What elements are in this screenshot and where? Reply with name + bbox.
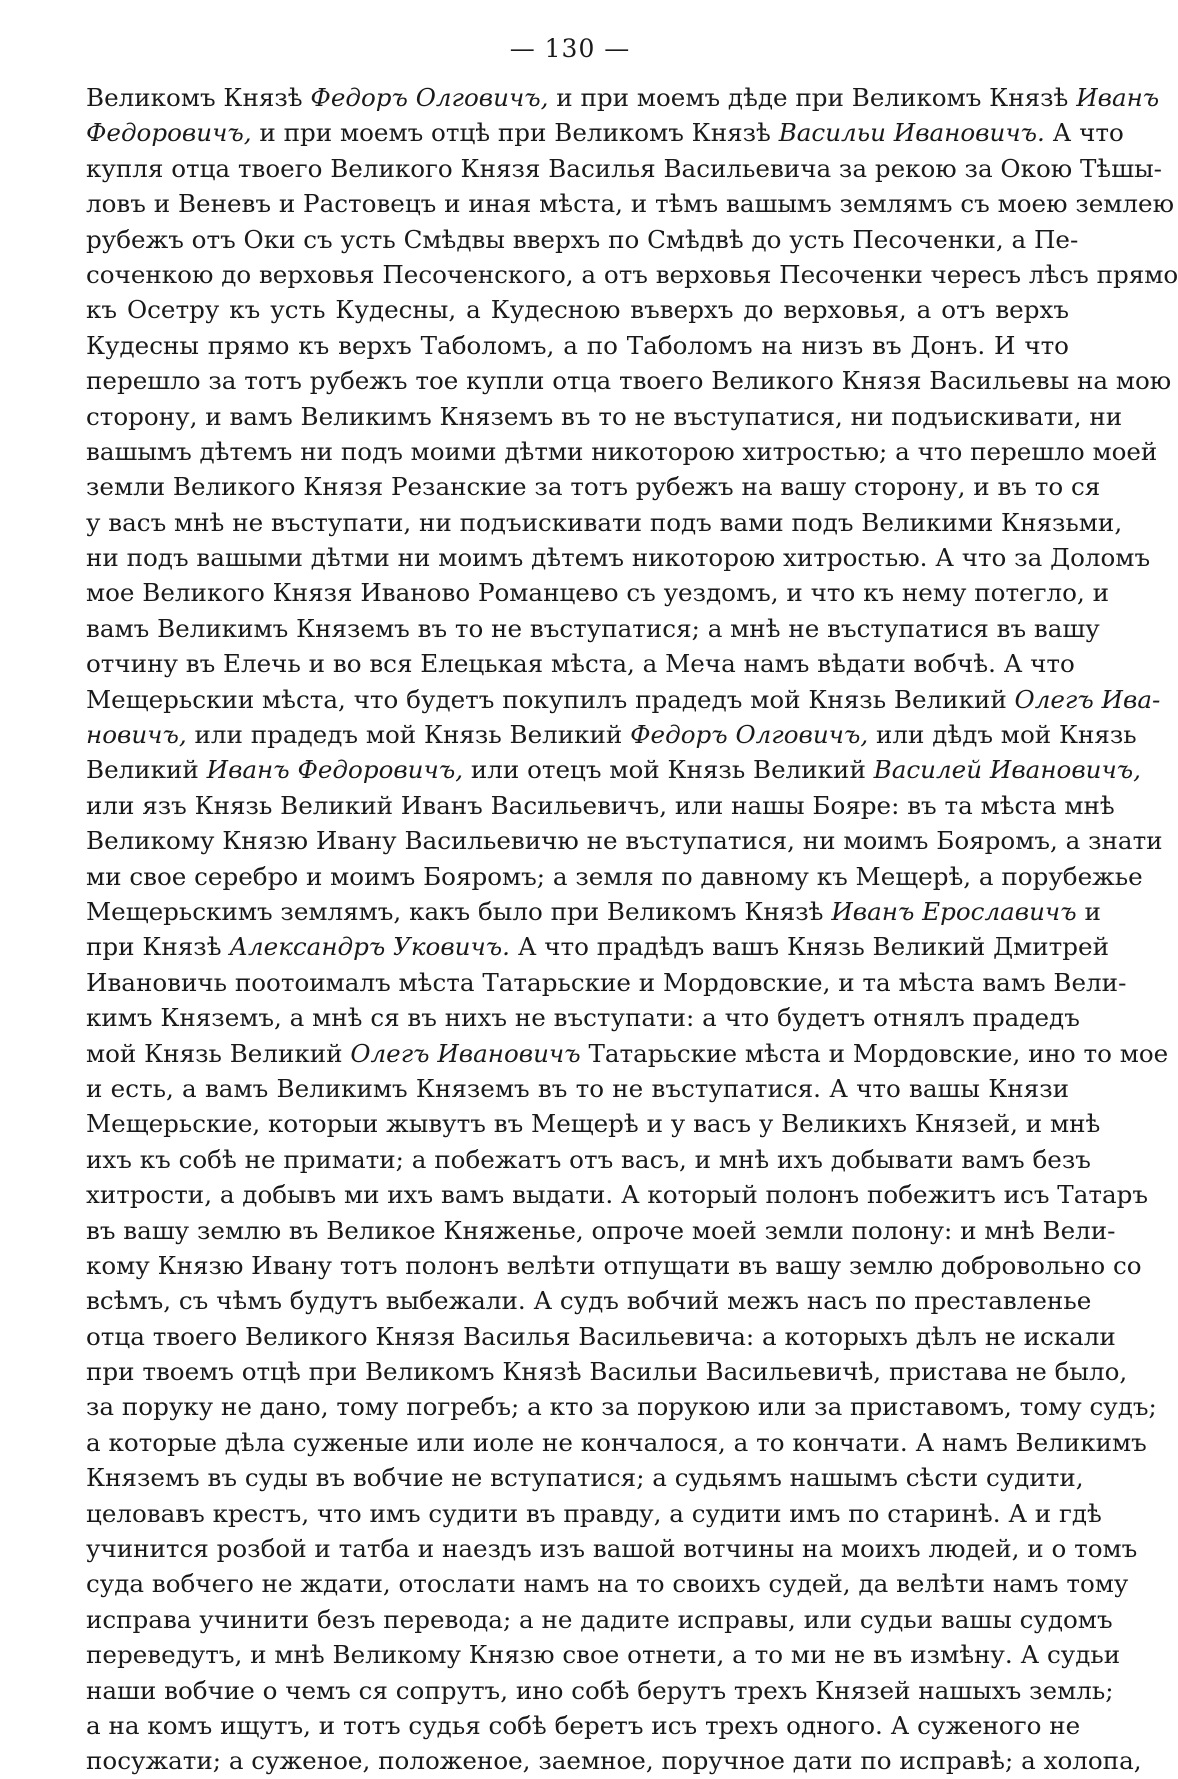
text-span: и	[1076, 896, 1101, 926]
text-span: и при моемъ отцѣ при Великомъ Князѣ	[251, 118, 779, 148]
text-span: наши вобчие о чемъ ся сопрутъ, ино собѣ берутъ трехъ Князей нашыхъ земль;	[86, 1675, 1114, 1705]
text-span: А что прадѣдъ вашъ Князь Великий Дмитрей	[510, 932, 1109, 962]
text-span: или дѣдъ мой Князь	[868, 720, 1137, 750]
text-line	[86, 1496, 1102, 1531]
text-span: вамъ Великимъ Княземъ въ то не въступатися; а мнѣ не въступатися въ вашу	[86, 613, 1100, 643]
text-line	[86, 1743, 1142, 1778]
text-span: Великий	[86, 755, 207, 785]
text-span: Мещерьскии мѣста, что будетъ покупилъ прадедъ мой Князь Великий	[86, 684, 1015, 714]
text-span: Мещерьскимъ землямъ, какъ было при Великомъ Князѣ	[86, 896, 832, 926]
italic-name: Васильи Ивановичъ.	[778, 118, 1045, 148]
text-span: ловъ и Веневъ и Растовецъ и иная мѣста, и тѣмъ вашымъ землямъ съ моею землею	[86, 189, 1175, 219]
text-span: ми свое серебро и моимъ Бояромъ; а земля по давному къ Мещерѣ, а порубежье	[86, 861, 1143, 891]
text-span: у васъ мнѣ не въступати, ни подъискивати подъ вами подъ Великими Князьми,	[86, 507, 1123, 537]
text-line	[86, 1319, 1116, 1354]
text-line	[86, 186, 1175, 221]
text-line	[86, 646, 1075, 681]
italic-name: Федоръ Олговичъ,	[310, 83, 549, 112]
page-number: — 130 —	[509, 34, 631, 63]
text-span: а на комъ ищутъ, и тотъ судья собѣ беретъ исъ трехъ одного. А суженого не	[86, 1710, 1081, 1740]
text-span: всѣмъ, съ чѣмъ будутъ выбежали. А судъ вобчий межъ насъ по преставленье	[86, 1286, 1092, 1316]
text-line	[86, 540, 1151, 575]
italic-name: Иванъ	[1076, 83, 1160, 112]
text-line	[86, 292, 1069, 327]
text-line	[86, 823, 1163, 858]
text-span: при Князѣ	[86, 932, 230, 962]
text-span: переведутъ, и мнѣ Великому Князю свое отнети, а то ми не въ измѣну. А судьи	[86, 1640, 1121, 1670]
text-span: и есть, а вамъ Великимъ Княземъ въ то не въступатися. А что вашы Князи	[86, 1073, 1069, 1103]
italic-name: Василей Ивановичъ,	[873, 755, 1141, 785]
text-span: земли Великого Князя Резанские за тотъ рубежъ на вашу сторону, и въ то ся	[86, 472, 1101, 502]
text-span: въ вашу землю въ Великое Княженье, опроче моей земли полону: и мнѣ Вели-	[86, 1215, 1116, 1245]
italic-name: Олегъ Ива-	[1014, 684, 1161, 714]
text-span: Княземъ въ суды въ вобчие не вступатися; а судьямъ нашымъ сѣсти судити,	[86, 1463, 1084, 1493]
text-line	[86, 1673, 1114, 1708]
text-span: суда вобчего не ждати, отослати намъ на то своихъ судей, да велѣти намъ тому	[86, 1569, 1129, 1599]
text-line	[86, 505, 1123, 540]
text-span: или язъ Князь Великий Иванъ Васильевичъ, или нашы Бояре: въ та мѣста мнѣ	[86, 790, 1115, 820]
text-line	[86, 1460, 1084, 1495]
italic-name: новичъ,	[86, 720, 187, 750]
text-line	[86, 1602, 1113, 1637]
text-line	[86, 965, 1127, 1000]
text-line	[86, 1283, 1092, 1318]
text-line	[86, 80, 1160, 115]
text-line	[86, 257, 1178, 292]
text-span: Татарьские мѣста и Мордовские, ино то мое	[580, 1038, 1169, 1068]
text-line	[86, 1106, 1101, 1141]
text-line	[86, 1036, 1169, 1071]
text-span: посужати; а суженое, положеное, заемное, поручное дати по исправѣ; а холопа,	[86, 1746, 1142, 1776]
text-span: перешло за тотъ рубежъ тое купли отца твоего Великого Князя Васильевы на мою	[86, 366, 1172, 396]
text-span: или прадедъ мой Князь Великий	[186, 720, 631, 750]
text-line	[86, 1142, 1091, 1177]
text-span: мое Великого Князя Иваново Романцево съ уездомъ, и что къ нему потегло, и	[86, 578, 1109, 608]
text-span: за поруку не дано, тому погребъ; а кто за порукою или за приставомъ, тому судъ;	[86, 1392, 1157, 1422]
text-line	[86, 894, 1101, 929]
text-span: Мещерьские, которыи жывутъ въ Мещерѣ и у васъ у Великихъ Князей, и мнѣ	[86, 1109, 1101, 1139]
text-line	[86, 1000, 1080, 1035]
text-line	[86, 682, 1161, 717]
text-span: кому Князю Ивану тотъ полонъ велѣти отпущати въ вашу землю добровольно со	[86, 1250, 1142, 1280]
italic-name: Федоровичъ,	[86, 118, 252, 148]
text-line	[86, 1389, 1157, 1424]
text-line	[86, 717, 1137, 752]
text-line	[86, 469, 1101, 504]
text-span: или отецъ мой Князь Великий	[463, 755, 874, 785]
text-line	[86, 1354, 1128, 1389]
text-line	[86, 399, 1123, 434]
text-line	[86, 575, 1109, 610]
italic-name: Иванъ Ерославичъ	[831, 896, 1077, 926]
text-span: рубежъ отъ Оки съ усть Смѣдвы вверхъ по Смѣдвѣ до усть Песоченки, а Пе-	[86, 224, 1079, 254]
text-line	[86, 115, 1124, 150]
text-line	[86, 788, 1115, 823]
text-line	[86, 859, 1143, 894]
italic-name: Иванъ Федоровичъ,	[206, 755, 464, 785]
text-span: и при моемъ дѣде при Великомъ Князѣ	[548, 83, 1077, 112]
text-span: хитрости, а добывъ ми ихъ вамъ выдати. А который полонъ побежитъ исъ Татаръ	[86, 1180, 1149, 1210]
italic-name: Олегъ Ивановичъ	[350, 1038, 581, 1068]
text-line	[86, 1637, 1121, 1672]
text-span: при твоемъ отцѣ при Великомъ Князѣ Васильи Васильевичѣ, пристава не было,	[86, 1357, 1128, 1387]
text-span: купля отца твоего Великого Князя Василья Васильевича за рекою за Окою Тѣшы-	[86, 153, 1162, 183]
text-span: кимъ Княземъ, а мнѣ ся въ нихъ не въступати: а что будетъ отнялъ прадедъ	[86, 1003, 1080, 1033]
text-line	[86, 1177, 1149, 1212]
italic-name: Федоръ Олговичъ,	[630, 720, 869, 750]
text-line	[86, 222, 1079, 257]
text-span: исправа учинити безъ перевода; а не дадите исправы, или судьи вашы судомъ	[86, 1604, 1113, 1634]
text-line	[86, 328, 1069, 363]
text-line	[86, 1425, 1147, 1460]
text-line	[86, 1213, 1116, 1248]
text-line	[86, 1566, 1129, 1601]
text-span: А что	[1044, 118, 1124, 148]
text-line	[86, 1708, 1081, 1743]
text-span: отца твоего Великого Князя Василья Васильевича: а которыхъ дѣлъ не искали	[86, 1321, 1116, 1351]
text-span: Ивановичь поотоималъ мѣста Татарьские и Мордовские, и та мѣста вамъ Вели-	[86, 967, 1127, 997]
text-span: соченкою до верховья Песоченского, а отъ верховья Песоченки чересъ лѣсъ прямо	[86, 259, 1178, 289]
text-span: Великому Князю Ивану Васильевичю не въступатися, ни моимъ Бояромъ, а знати	[86, 826, 1163, 856]
text-span: учинится розбой и татба и наездъ изъ вашой вотчины на моихъ людей, и о томъ	[86, 1534, 1138, 1564]
text-span: сторону, и вамъ Великимъ Княземъ въ то не въступатися, ни подъискивати, ни	[86, 401, 1123, 431]
text-line	[86, 752, 1141, 787]
text-span: вашымъ дѣтемъ ни подъ моими дѣтми никоторою хитростью; а что перешло моей	[86, 436, 1158, 466]
text-line	[86, 1531, 1138, 1566]
text-span: мой Князь Великий	[86, 1038, 351, 1068]
text-span: ни подъ вашыми дѣтми ни моимъ дѣтемъ никоторою хитростью. А что за Доломъ	[86, 543, 1151, 573]
body-text	[86, 80, 1178, 1779]
text-line	[86, 434, 1158, 469]
text-span: целовавъ крестъ, что имъ судити въ правду, а судити имъ по старинѣ. А и гдѣ	[86, 1498, 1102, 1528]
text-line	[86, 1248, 1142, 1283]
text-line	[86, 1071, 1069, 1106]
text-span: а которые дѣла суженые или иоле не кончалося, а то кончати. А намъ Великимъ	[86, 1427, 1147, 1457]
text-span: къ Осетру къ усть Кудесны, а Кудесною въверхъ до верховья, а отъ верхъ	[86, 295, 1069, 325]
text-span: отчину въ Елечь и во вся Елецькая мѣста, а Меча намъ вѣдати вобчѣ. А что	[86, 649, 1075, 679]
text-line	[86, 151, 1162, 186]
text-span: Великомъ Князѣ	[86, 83, 311, 112]
italic-name: Александръ Уковичъ.	[229, 932, 510, 962]
text-span: ихъ къ собѣ не примати; а побежатъ отъ васъ, и мнѣ ихъ добывати вамъ безъ	[86, 1144, 1091, 1174]
text-line	[86, 611, 1100, 646]
text-line	[86, 363, 1172, 398]
text-span: Кудесны прямо къ верхъ Таболомъ, а по Таболомъ на низъ въ Донъ. И что	[86, 330, 1069, 360]
text-line	[86, 929, 1109, 964]
